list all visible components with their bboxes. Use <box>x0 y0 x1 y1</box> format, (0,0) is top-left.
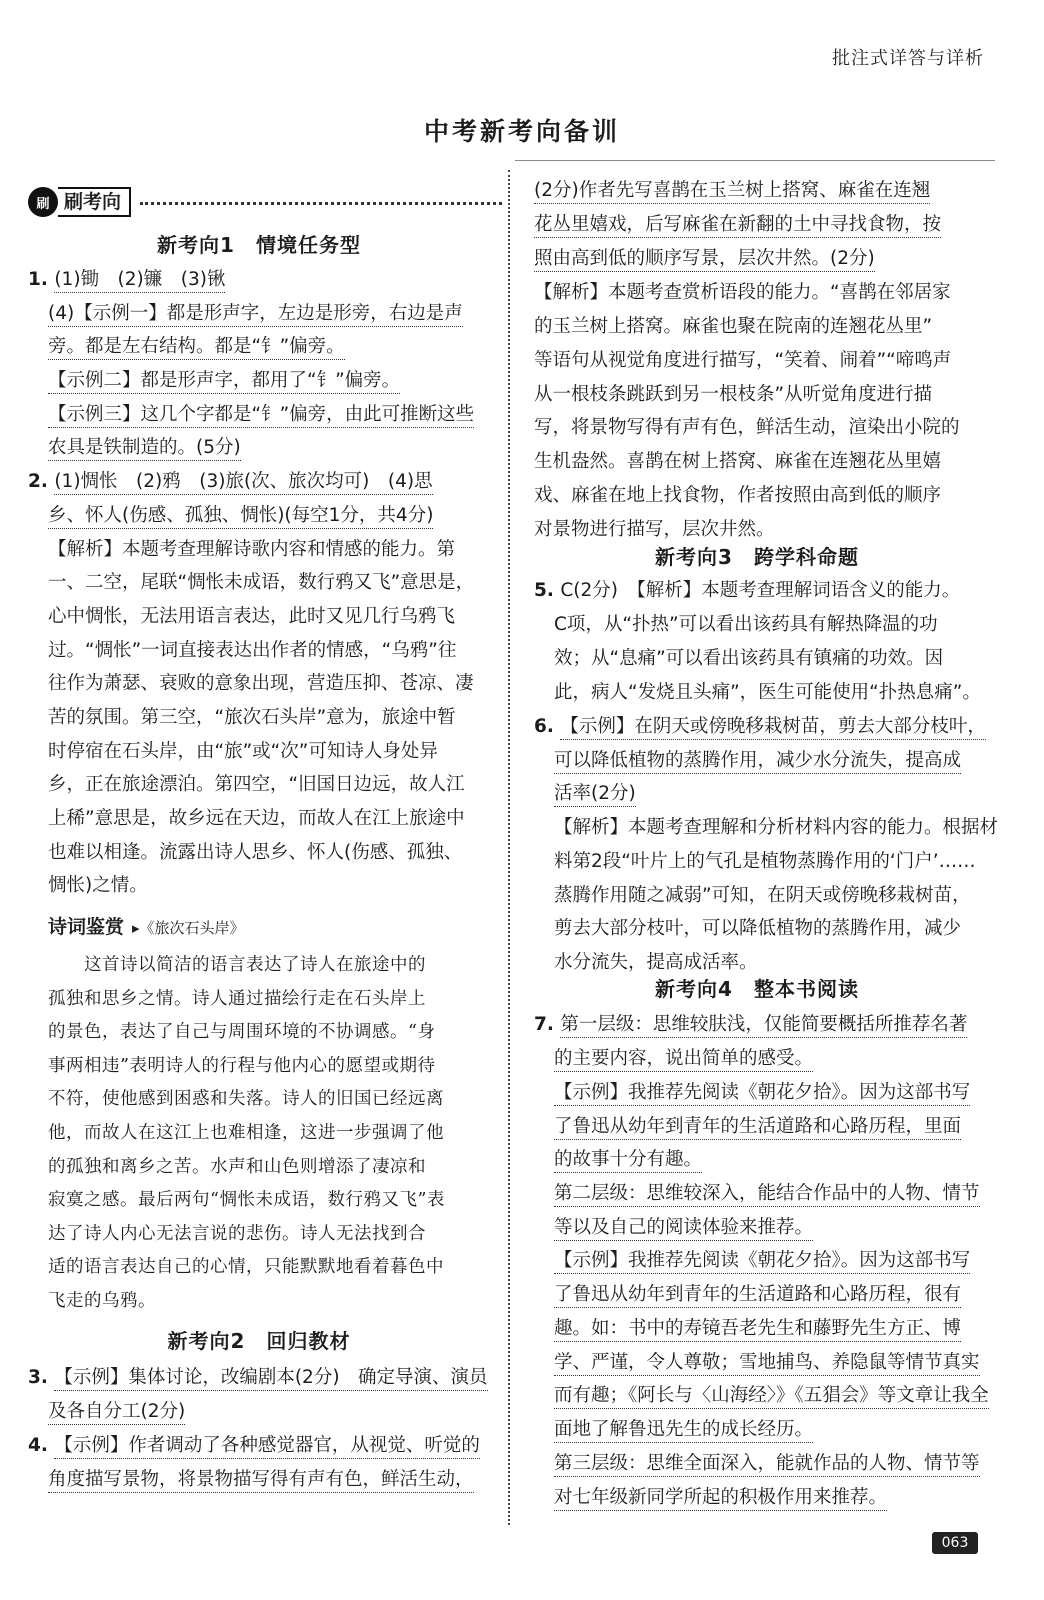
answer-text: 戏、麻雀在地上找食物，作者按照由高到低的顺序 <box>534 485 942 506</box>
answer-text: 苦的氛围。第三空，“旅次石头岸”意为，旅途中暂 <box>48 707 456 728</box>
answer-text: 等以及自己的阅读体验来推荐。 <box>554 1217 813 1241</box>
answer-line <box>554 1145 702 1175</box>
question-number: 3. <box>28 1367 55 1388</box>
answer-line <box>554 1314 961 1344</box>
answer-text: 第一层级：思维较肤浅，仅能简要概括所推荐名著 <box>560 1014 967 1038</box>
poem-heading-label: 诗词鉴赏 <box>48 916 125 938</box>
answer-text: 【示例】我推荐先阅读《朝花夕拾》。因为这部书写 <box>554 1082 970 1106</box>
answer-line <box>534 447 941 477</box>
answer-line <box>48 703 456 733</box>
answer-text: 的故事十分有趣。 <box>554 1149 702 1173</box>
answer-text: 了鲁迅从幼年到青年的生活道路和心路历程，里面 <box>554 1116 961 1140</box>
poem-text-line: 不符，使他感到困惑和失落。诗人的旧国已经远离 <box>48 1089 444 1109</box>
answer-text: 第二层级：思维较深入，能结合作品中的人物、情节 <box>554 1183 980 1207</box>
header-label: 批注式详答与详析 <box>832 48 984 69</box>
answer-text: 【解析】本题考查理解和分析材料内容的能力。根据材 <box>554 817 999 838</box>
answer-line <box>554 1179 980 1209</box>
answer-line <box>28 467 433 497</box>
answer-line <box>28 1431 480 1461</box>
answer-line <box>534 312 932 342</box>
answer-text: (2分)作者先写喜鹊在玉兰树上搭窝、麻雀在连翘 <box>534 180 930 204</box>
question-number: 5. <box>534 580 561 601</box>
answer-text: 料第2段“叶片上的气孔是植物蒸腾作用的‘门户’…… <box>554 851 976 872</box>
answer-line <box>554 746 961 776</box>
answer-line <box>48 804 465 834</box>
brush-label: 刷考向 <box>58 187 131 217</box>
poem-text-line: 达了诗人内心无法言说的悲伤。诗人无法找到合 <box>48 1224 426 1244</box>
poem-text-line: 孤独和思乡之情。诗人通过描绘行走在石头岸上 <box>48 989 426 1009</box>
answer-line <box>554 1078 970 1108</box>
section-heading: 新考向2 回归教材 <box>167 1329 351 1353</box>
answer-text: 旁。都是左右结构。都是“钅”偏旁。 <box>48 336 345 360</box>
question-number: 2. <box>28 471 55 492</box>
answer-text: 照由高到低的顺序写景，层次井然。(2分) <box>534 248 875 272</box>
answer-line <box>534 278 951 308</box>
answer-text: 【示例】我推荐先阅读《朝花夕拾》。因为这部书写 <box>554 1250 970 1274</box>
answer-line <box>554 1112 961 1142</box>
answer-line <box>554 610 938 640</box>
answer-line <box>554 1415 813 1445</box>
answer-line <box>554 1246 970 1276</box>
section-heading: 新考向3 跨学科命题 <box>655 545 859 569</box>
answer-line <box>48 535 455 565</box>
poem-text-line: 事两相违”表明诗人的行程与他内心的愿望或期待 <box>48 1056 436 1076</box>
answer-line <box>48 1465 474 1495</box>
answer-line <box>534 576 960 606</box>
poem-appreciation-heading <box>48 912 245 939</box>
answer-line <box>48 636 456 666</box>
answer-text: 趣。如：书中的寿镜吾老先生和藤野先生方正、博 <box>554 1318 961 1342</box>
answer-line <box>554 1483 887 1513</box>
answer-text: 【解析】本题考查理解诗歌内容和情感的能力。第 <box>48 539 456 560</box>
answer-line <box>554 1381 989 1411</box>
answer-line <box>48 568 474 598</box>
answer-text: 此，病人“发烧且头痛”，医生可能使用“扑热息痛”。 <box>554 682 981 703</box>
answer-text: 过。“惆怅”一词直接表达出作者的情感，“乌鸦”往 <box>48 640 457 661</box>
poem-text-line: 寂寞之感。最后两句“惆怅未成语，数行鸦又飞”表 <box>48 1190 445 1210</box>
answer-text: 【解析】本题考查赏析语段的能力。“喜鹊在邻居家 <box>534 282 951 303</box>
answer-line <box>48 838 462 868</box>
right-column <box>534 0 999 1600</box>
answer-line <box>48 871 148 901</box>
answer-text: 【示例】在阴天或傍晚移栽树苗，剪去大部分枝叶， <box>560 716 986 740</box>
answer-text: 往作为萧瑟、衰败的意象出现，营造压抑、苍凉、凄 <box>48 673 474 694</box>
section-heading: 新考向1 情境任务型 <box>157 233 361 257</box>
answer-line <box>554 1280 961 1310</box>
answer-text: 可以降低植物的蒸腾作用，减少水分流失，提高成 <box>554 750 961 774</box>
answer-line <box>48 332 345 362</box>
answer-text: C项，从“扑热”可以看出该药具有解热降温的功 <box>554 614 938 635</box>
answer-line <box>554 1044 813 1074</box>
answer-text: 【示例二】都是形声字，都用了“钅”偏旁。 <box>48 370 400 394</box>
column-divider <box>508 170 510 1525</box>
answer-text: 【示例】集体讨论，改编剧本(2分) 确定导演、演员 <box>54 1367 487 1391</box>
poem-text-line: 他，而故人在这江上也难相逢，这进一步强调了他 <box>48 1123 444 1143</box>
answer-line <box>534 712 986 742</box>
section-heading: 新考向4 整本书阅读 <box>655 977 859 1001</box>
answer-text: (1)惆怅 (2)鸦 (3)旅(次、旅次均可) (4)思 <box>54 471 432 495</box>
answer-text: 对景物进行描写，层次井然。 <box>534 519 775 540</box>
answer-line <box>28 1363 488 1393</box>
answer-line <box>28 265 225 295</box>
answer-line <box>534 346 951 376</box>
poem-text-line: 飞走的乌鸦。 <box>48 1291 156 1311</box>
answer-line <box>554 779 636 809</box>
answer-text: 面地了解鲁迅先生的成长经历。 <box>554 1419 813 1443</box>
answer-line <box>534 481 941 511</box>
answer-text: (1)锄 (2)镰 (3)锹 <box>54 269 225 293</box>
answer-text: 农具是铁制造的。(5分) <box>48 437 241 461</box>
left-column <box>28 0 490 1600</box>
answer-text: 的主要内容，说出简单的感受。 <box>554 1048 813 1072</box>
poem-text-line: 的孤独和离乡之苦。水声和山色则增添了凄凉和 <box>48 1157 426 1177</box>
answer-line <box>534 1010 967 1040</box>
question-number: 1. <box>28 269 55 290</box>
page-title: 中考新考向备训 <box>423 117 620 146</box>
answer-text: 从一根枝条跳跃到另一根枝条”从听觉角度进行描 <box>534 384 933 405</box>
answer-text: 惆怅)之情。 <box>48 875 148 896</box>
poem-text-line: 适的语言表达自己的心情，只能默默地看着暮色中 <box>48 1257 444 1277</box>
answer-line <box>554 1348 980 1378</box>
answer-line <box>48 669 474 699</box>
answer-text: C(2分) 【解析】本题考查理解词语含义的能力。 <box>560 580 961 601</box>
poem-heading-sub: ▸《旅次石头岸》 <box>132 919 245 937</box>
answer-text: 水分流失，提高成活率。 <box>554 952 758 973</box>
answer-line <box>554 1213 813 1243</box>
answer-line <box>48 366 400 396</box>
question-number: 6. <box>534 716 561 737</box>
answer-text: 上稀”意思是，故乡远在天边，而故人在江上旅途中 <box>48 808 465 829</box>
answer-line <box>534 176 930 206</box>
answer-text: 等语句从视觉角度进行描写，“笑着、闹着”“啼鸣声 <box>534 350 952 371</box>
brush-icon: 刷 <box>28 187 58 217</box>
answer-text: 及各自分工(2分) <box>48 1401 185 1425</box>
page-number: 063 <box>932 1532 978 1554</box>
answer-text: 生机盎然。喜鹊在树上搭窝、麻雀在连翘花丛里嬉 <box>534 451 942 472</box>
answer-text: 乡，正在旅途漂泊。第四空，“旧国日边远，故人江 <box>48 774 465 795</box>
answer-line <box>48 299 463 329</box>
answer-line <box>48 400 474 430</box>
poem-text-line: 的景色，表达了自己与周围环境的不协调感。“身 <box>48 1022 436 1042</box>
answer-line <box>534 413 960 443</box>
answer-line <box>48 770 465 800</box>
answer-line <box>554 881 971 911</box>
question-number: 4. <box>28 1435 55 1456</box>
answer-text: 蒸腾作用随之减弱”可知，在阴天或傍晚移栽树苗， <box>554 885 971 906</box>
answer-line <box>534 244 875 274</box>
answer-line <box>554 813 998 843</box>
answer-text: 花丛里嬉戏，后写麻雀在新翻的土中寻找食物，按 <box>534 214 941 238</box>
answer-text: 第三层级：思维全面深入，能就作品的人物、情节等 <box>554 1453 980 1477</box>
answer-text: 的玉兰树上搭窝。麻雀也聚在院南的连翘花丛里” <box>534 316 933 337</box>
answer-text: 【示例】作者调动了各种感觉器官，从视觉、听觉的 <box>54 1435 480 1459</box>
answer-line <box>48 602 455 632</box>
answer-text: 而有趣；《阿长与〈山海经〉》《五猖会》等文章让我全 <box>554 1385 989 1409</box>
answer-line <box>554 644 943 674</box>
answer-text: 写，将景物写得有声有色，鲜活生动，渲染出小院的 <box>534 417 960 438</box>
answer-text: (4)【示例一】都是形声字，左边是形旁，右边是声 <box>48 303 463 327</box>
question-number: 7. <box>534 1014 561 1035</box>
answer-text: 角度描写景物，将景物描写得有声有色，鲜活生动， <box>48 1469 474 1493</box>
answer-line <box>554 678 981 708</box>
answer-line <box>534 380 932 410</box>
answer-text: 了鲁迅从幼年到青年的生活道路和心路历程，很有 <box>554 1284 961 1308</box>
answer-text: 剪去大部分枝叶，可以降低植物的蒸腾作用，减少 <box>554 918 962 939</box>
answer-line <box>534 210 941 240</box>
answer-line <box>48 1397 185 1427</box>
poem-text-line: 这首诗以简洁的语言表达了诗人在旅途中的 <box>48 955 426 975</box>
answer-line <box>48 737 438 767</box>
answer-text: 乡、怀人(伤感、孤独、惆怅)(每空1分，共4分) <box>48 505 433 529</box>
answer-text: 【示例三】这几个字都是“钅”偏旁，由此可推断这些 <box>48 404 474 428</box>
answer-line <box>554 847 976 877</box>
answer-text: 时停宿在石头岸，由“旅”或“次”可知诗人身处异 <box>48 741 438 762</box>
answer-line <box>554 1449 980 1479</box>
answer-text: 活率(2分) <box>554 783 636 807</box>
answer-text: 也难以相逢。流露出诗人思乡、怀人(伤感、孤独、 <box>48 842 463 863</box>
answer-text: 一、二空，尾联“惆怅未成语，数行鸦又飞”意思是， <box>48 572 475 593</box>
answer-text: 对七年级新同学所起的积极作用来推荐。 <box>554 1487 887 1511</box>
answer-text: 学、严谨，令人尊敬；雪地捕鸟、养隐鼠等情节真实 <box>554 1352 980 1376</box>
answer-line <box>554 914 961 944</box>
answer-text: 效；从“息痛”可以看出该药具有镇痛的功效。因 <box>554 648 944 669</box>
answer-text: 心中惆怅，无法用语言表达，此时又见几行乌鸦飞 <box>48 606 456 627</box>
answer-line <box>48 501 433 531</box>
answer-line <box>48 433 241 463</box>
